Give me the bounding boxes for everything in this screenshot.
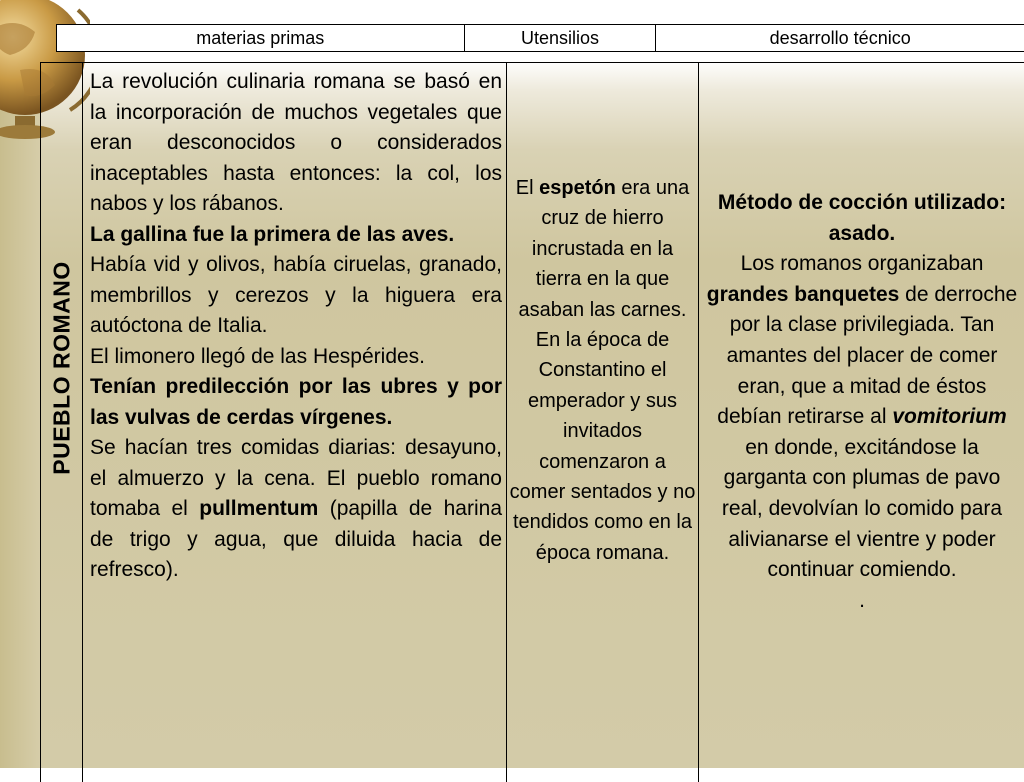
materias-paragraph-bold: La gallina fue la primera de las aves. bbox=[90, 222, 455, 246]
utensilios-cell bbox=[507, 63, 699, 782]
materias-paragraph: Se hacían tres comidas diarias: desayuno, el almuerzo y la cena. El pueblo romano tomaba el pullmentum (papilla de harina de trigo y agua, que diluida hacia de refresco). bbox=[90, 436, 503, 581]
header-utensilios: Utensilios bbox=[465, 25, 657, 51]
row-label: PUEBLO ROMANO bbox=[48, 261, 74, 475]
row-label-cell bbox=[41, 63, 83, 782]
header-desarrollo-tecnico: desarrollo técnico bbox=[769, 27, 911, 48]
desarrollo-tecnico-cell bbox=[699, 63, 1024, 782]
materias-paragraph-bold: Tenían predilección por las ubres y por las vulvas de cerdas vírgenes. bbox=[90, 375, 502, 429]
materias-paragraph: Había vid y olivos, había ciruelas, granado, membrillos y cerezos y la higuera era autóctona de Italia. bbox=[90, 253, 502, 337]
header-materias-primas: materias primas bbox=[57, 25, 465, 51]
slide-left-band bbox=[0, 60, 40, 768]
utensilios-text: El espetón era una cruz de hierro incrustada en la tierra en la que asaban las carnes. En la época de Constantino el emperador y sus invitados comenzaron a comer sentados y no tendidos como en la época romana. bbox=[509, 177, 696, 564]
materias-paragraph: El limonero llegó de las Hespérides. bbox=[90, 344, 426, 368]
content-table bbox=[40, 62, 1024, 782]
materias-primas-cell bbox=[83, 63, 507, 782]
materias-paragraph: La revolución culinaria romana se basó en la incorporación de muchos vegetales que eran desconocidos o considerados inaceptables hasta entonces: la col, los nabos y los rábanos. bbox=[90, 70, 502, 215]
desarrollo-text: Método de cocción utilizado: asado. Los romanos organizaban grandes banquetes de derroche por la clase privilegiada. Tan amantes del placer de comer eran, que a mitad de éstos debían retirarse al vomitorium en donde, excitándose la garganta con plumas de pavo real, devolvían lo comido para alivianarse el vientre y poder continuar comiendo. . bbox=[706, 191, 1018, 612]
table-header-row bbox=[56, 24, 1024, 52]
